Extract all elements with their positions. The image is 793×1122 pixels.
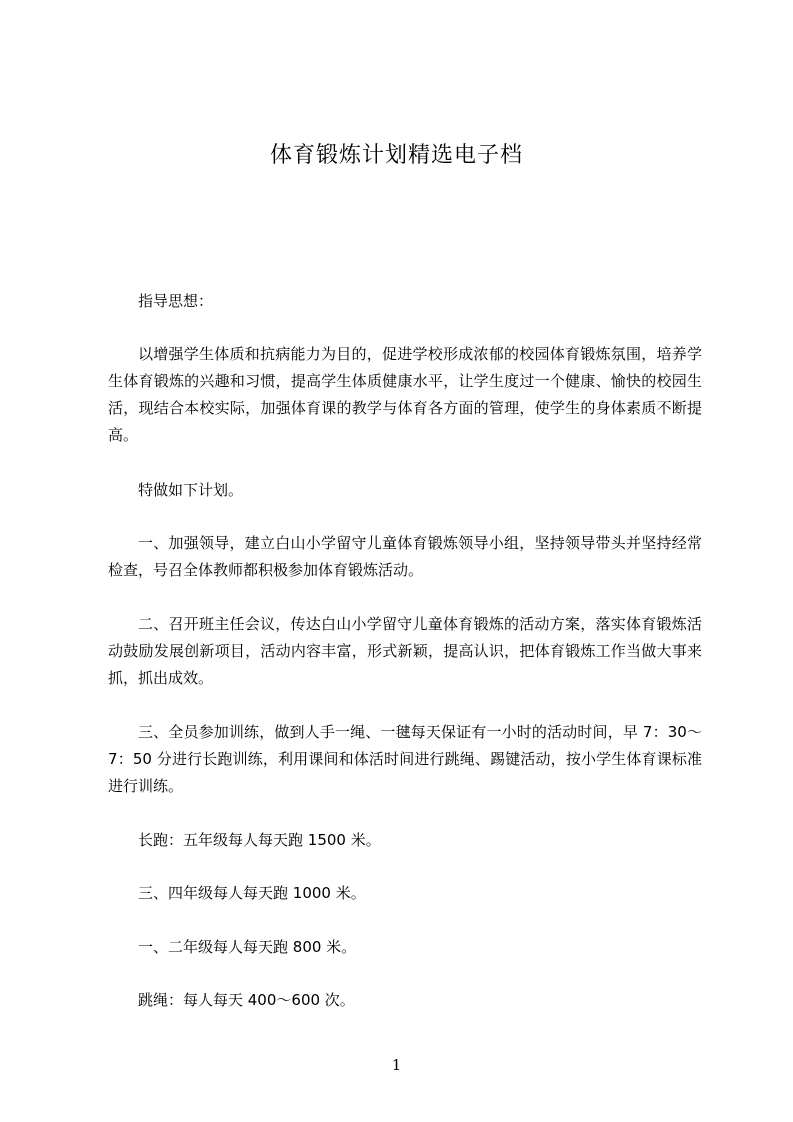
running-grade1-2: 一、二年级每人每天跑 800 米。 [138, 938, 357, 956]
intro-paragraph: 以增强学生体质和抗病能力为目的，促进学校形成浓郁的校园体育锻炼氛围，培养学生体育锻炼的兴趣和习惯，提高学生体质健康水平，让学生度过一个健康、愉快的校园生活，现结合本校实际，加强体育课的教学与体育各方面的管理，使学生的身体素质不断提高。 [108, 345, 702, 444]
running-grade5: 长跑：五年级每人每天跑 1500 米。 [138, 831, 381, 849]
guide-heading: 指导思想： [138, 292, 214, 310]
plan-item-two: 二、召开班主任会议，传达白山小学留守儿童体育锻炼的活动方案，落实体育锻炼活动鼓励发展创新项目，活动内容丰富，形式新颖，提高认识，把体育锻炼工作当做大事来抓，抓出成效。 [108, 615, 702, 687]
rope-skipping: 跳绳：每人每天 400～600 次。 [138, 991, 355, 1009]
document-title: 体育锻炼计划精选电子档 [269, 143, 523, 168]
running-grade3-4: 三、四年级每人每天跑 1000 米。 [138, 884, 366, 902]
page-number: 1 [391, 1056, 402, 1074]
plan-statement: 特做如下计划。 [138, 481, 244, 499]
plan-item-one: 一、加强领导，建立白山小学留守儿童体育锻炼领导小组，坚持领导带头并坚持经常检查，号召全体教师都积极参加体育锻炼活动。 [108, 534, 702, 579]
plan-item-three: 三、全员参加训练，做到人手一绳、一毽每天保证有一小时的活动时间，早 7：30～7：50 分进行长跑训练，利用课间和体活时间进行跳绳、踢键活动，按小学生体育课标准进行训练。 [108, 723, 702, 795]
